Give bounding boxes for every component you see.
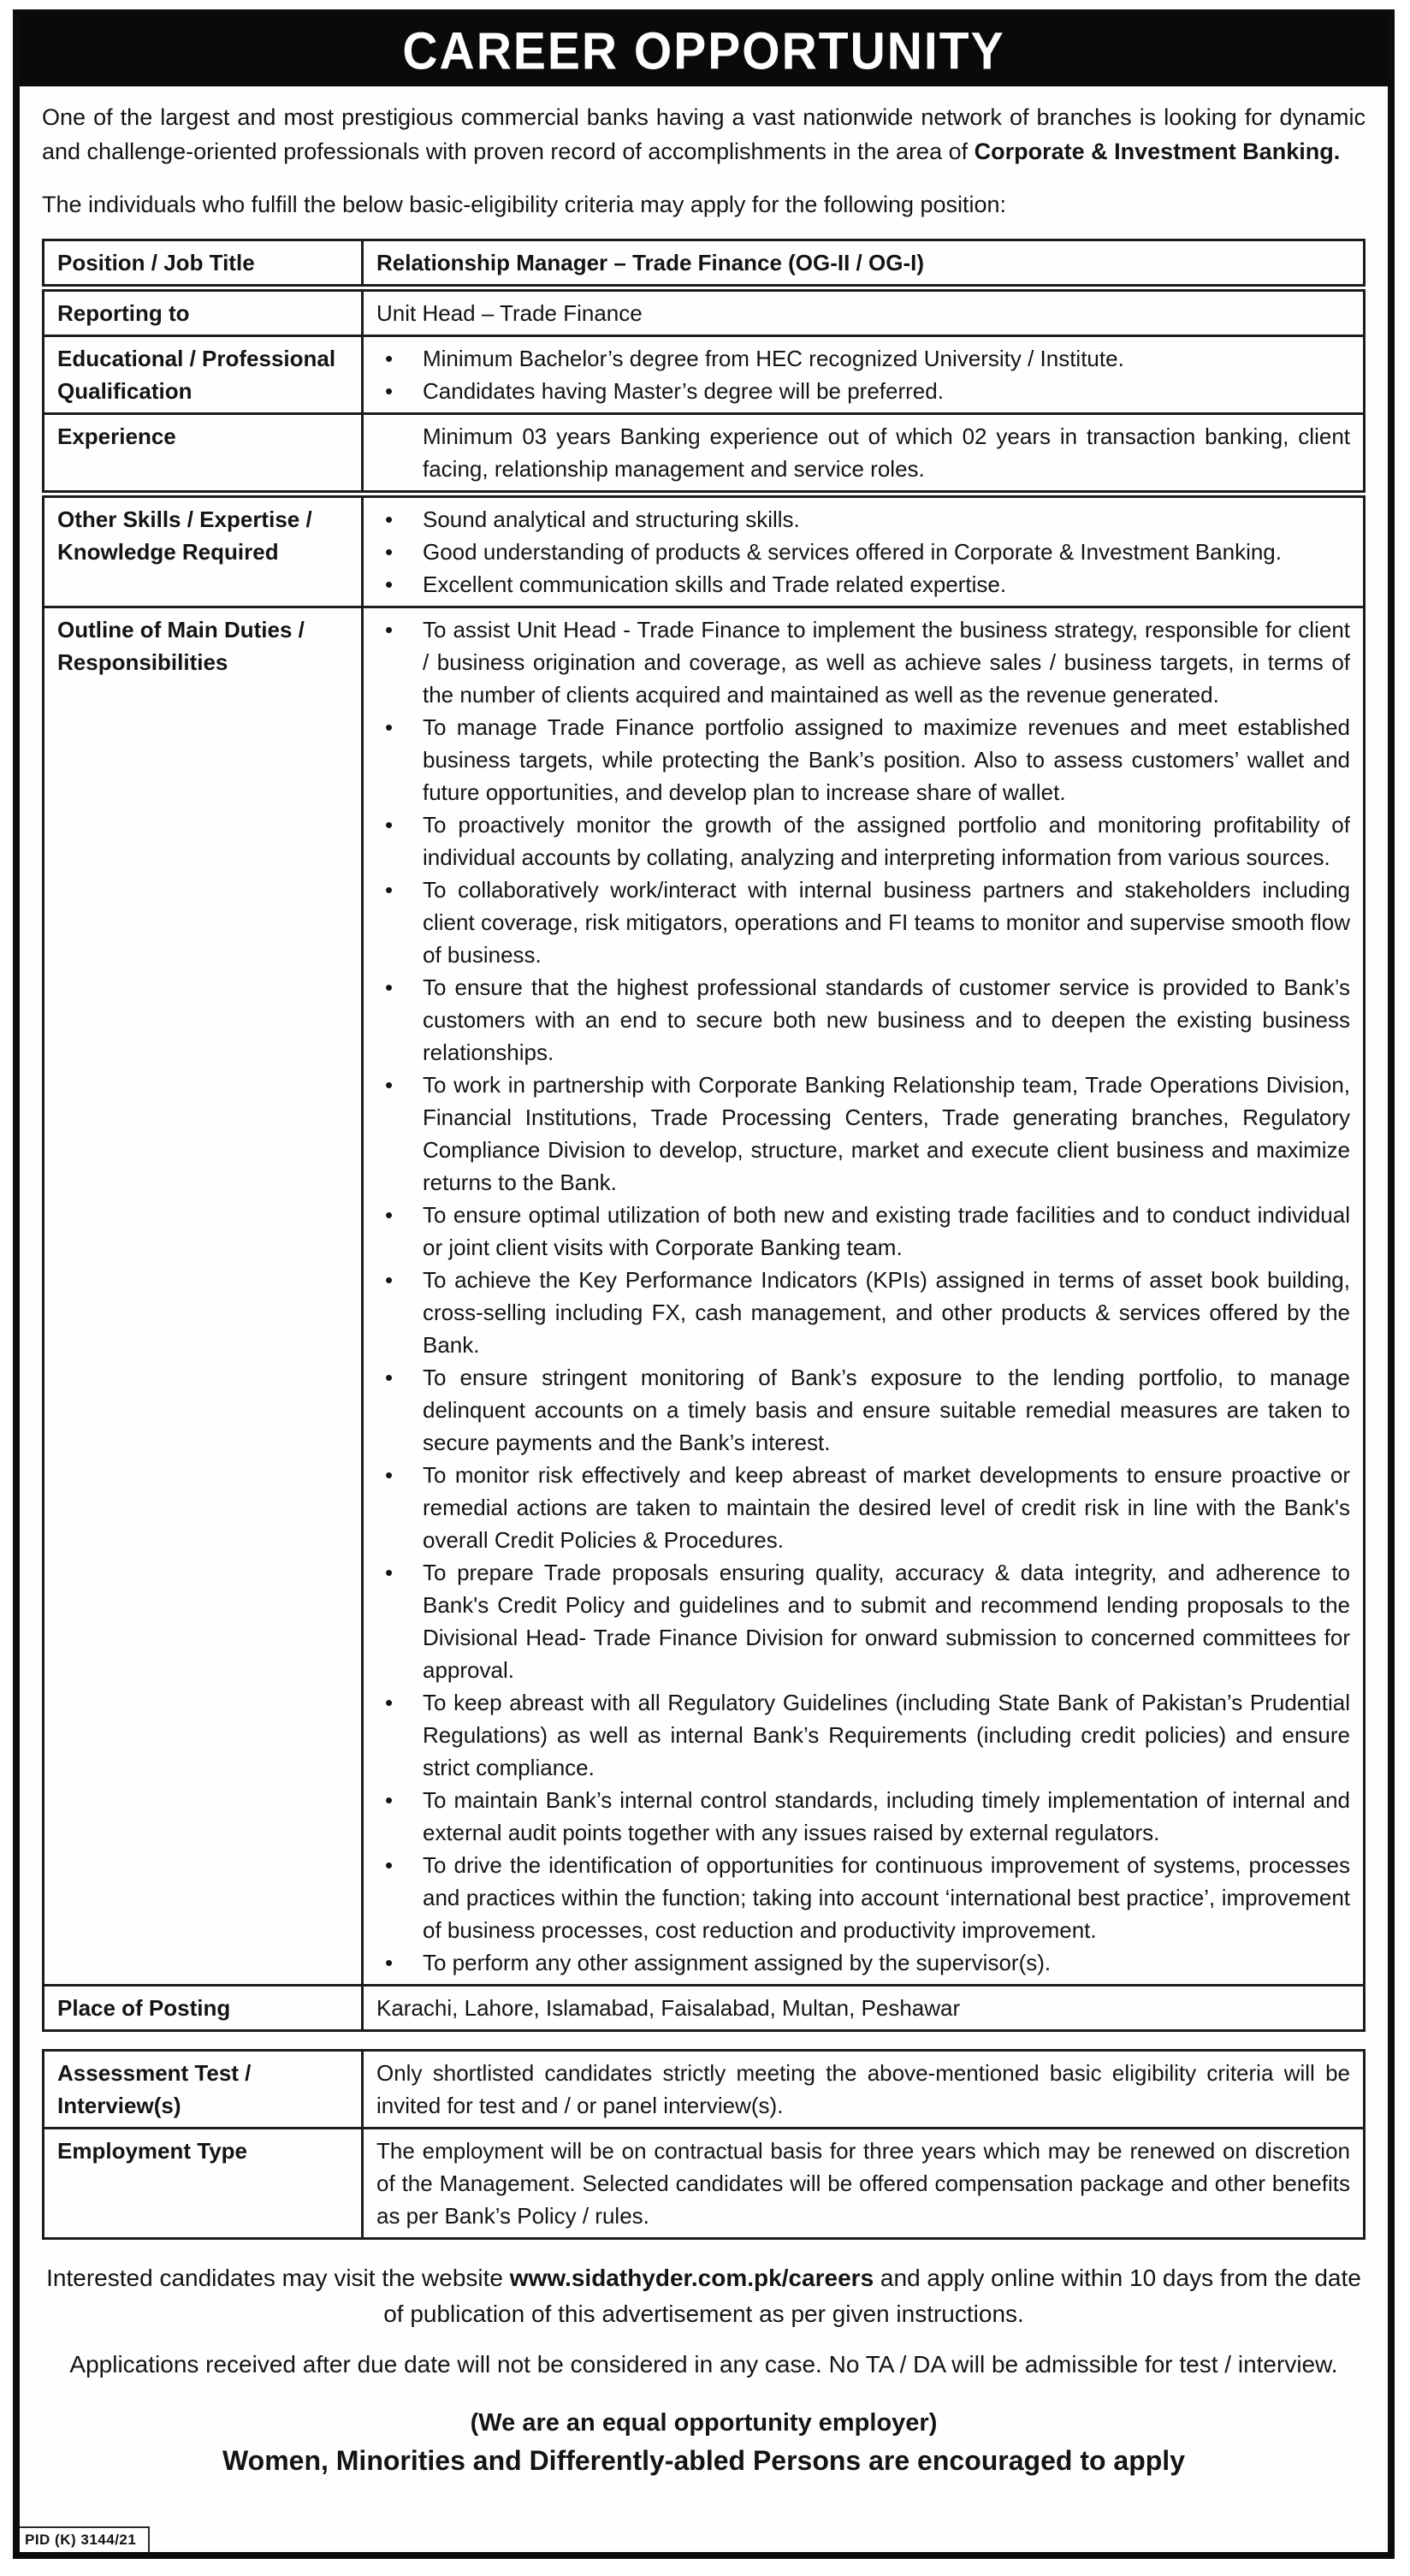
- bullet-list: [376, 503, 1350, 601]
- row-value: Relationship Manager – Trade Finance (OG-II / OG-I): [363, 240, 1365, 288]
- row-value: [363, 494, 1365, 607]
- experience-text: Minimum 03 years Banking experience out of which 02 years in transaction banking, client facing, relationship management and service roles.: [423, 423, 1350, 482]
- bullet-item: • To prepare Trade proposals ensuring quality, accuracy & data integrity, and adherence to Bank's Credit Policy and guidelines and to submit and recommend lending proposals to the Divisional Head- Trade Finance Division for onward submission to concerned committees for approval.: [376, 1556, 1350, 1686]
- row-label: Position / Job Title: [44, 240, 363, 288]
- due-date-note: Applications received after due date will not be considered in any case. No TA / DA will be admissible for test / interview.: [69, 2351, 1338, 2378]
- row-duties: [44, 607, 1365, 1986]
- row-label: Outline of Main Duties / Responsibilities: [44, 607, 363, 1986]
- apply-prefix: Interested candidates may visit the website: [46, 2265, 510, 2291]
- bullet-item: • Good understanding of products & services offered in Corporate & Investment Banking.: [376, 536, 1350, 568]
- apply-instructions: [45, 2260, 1362, 2332]
- bullet-list: [376, 342, 1350, 407]
- eligibility-intro-line: The individuals who fulfill the below basic-eligibility criteria may apply for the following position:: [42, 192, 1007, 217]
- row-label: Assessment Test / Interview(s): [44, 2051, 363, 2129]
- row-value: Unit Head – Trade Finance: [363, 288, 1365, 336]
- row-label: Reporting to: [44, 288, 363, 336]
- bullet-item: • To collaboratively work/interact with internal business partners and stakeholders including client coverage, risk mitigators, operations and FI teams to monitor and supervise smooth flow of business.: [376, 873, 1350, 971]
- encouragement-note: Women, Minorities and Differently-abled Persons are encouraged to apply: [222, 2445, 1185, 2476]
- row-label: Educational / Professional Qualification: [44, 336, 363, 414]
- bullet-item: • Minimum Bachelor’s degree from HEC recognized University / Institute.: [376, 342, 1350, 375]
- bullet-item: • To maintain Bank’s internal control standards, including timely implementation of internal and external audit points together with any issues raised by external regulators.: [376, 1784, 1350, 1849]
- row-value: [363, 2129, 1365, 2239]
- bullet-item: • To monitor risk effectively and keep abreast of market developments to ensure proactive or remedial actions are taken to maintain the desired level of credit risk in line with the Bank's overall Credit Policies & Procedures.: [376, 1459, 1350, 1556]
- equal-opportunity-note: (We are an equal opportunity employer): [470, 2409, 938, 2437]
- advert-content: [20, 100, 1388, 2479]
- eligibility-table: [42, 239, 1366, 2032]
- row-value: Karachi, Lahore, Islamabad, Faisalabad, Multan, Peshawar: [363, 1986, 1365, 2031]
- website-link: www.sidathyder.com.pk/careers: [509, 2265, 874, 2291]
- row-value: [363, 336, 1365, 414]
- row-label: Other Skills / Expertise / Knowledge Required: [44, 494, 363, 607]
- bullet-item: • Sound analytical and structuring skills.: [376, 503, 1350, 536]
- row-employment-type: [44, 2129, 1365, 2239]
- pid-number: PID (K) 3144/21: [20, 2526, 150, 2552]
- bullet-item: • To ensure that the highest professional standards of customer service is provided to Bank’s customers with an end to secure both new business and to deepen the existing business relationships.: [376, 971, 1350, 1069]
- advert-frame: [13, 9, 1395, 2559]
- bullet-item: • To perform any other assignment assigned by the supervisor(s).: [376, 1946, 1350, 1979]
- row-value: [363, 2051, 1365, 2129]
- row-assessment: [44, 2051, 1365, 2129]
- intro-bold-highlight: Corporate & Investment Banking.: [974, 139, 1341, 164]
- page-title: CAREER OPPORTUNITY: [402, 21, 1005, 81]
- bullet-item: • To assist Unit Head - Trade Finance to implement the business strategy, responsible for client / business origination and coverage, as well as achieve sales / business targets, in terms of the number of clients acquired and maintained as well as the revenue generated.: [376, 613, 1350, 711]
- title-bar: [20, 16, 1388, 86]
- bullet-item: • To ensure optimal utilization of both new and existing trade facilities and to conduct individual or joint client visits with Corporate Banking team.: [376, 1199, 1350, 1264]
- apply-suffix: and apply online within 10 days from the date of publication of this advertisement as per given instructions.: [383, 2265, 1361, 2327]
- row-reporting-to: [44, 288, 1365, 336]
- bullet-item: • To work in partnership with Corporate Banking Relationship team, Trade Operations Division, Financial Institutions, Trade Processing Centers, Trade generating branches, Regulatory Compliance Division to develop, structure, market and execute client business and maximize returns to the Bank.: [376, 1069, 1350, 1199]
- row-value: [363, 607, 1365, 1986]
- intro-paragraph: [42, 100, 1366, 169]
- bullet-item: • Candidates having Master’s degree will be preferred.: [376, 375, 1350, 407]
- row-place-of-posting: [44, 1986, 1365, 2031]
- row-value: [363, 414, 1365, 494]
- row-education: [44, 336, 1365, 414]
- bullet-item: • To drive the identification of opportunities for continuous improvement of systems, processes and practices within the function; taking into account ‘international best practice’, improvement of business processes, cost reduction and productivity improvement.: [376, 1849, 1350, 1946]
- bullet-item: • To manage Trade Finance portfolio assigned to maximize revenues and meet established business targets, while protecting the Bank’s position. Also to assess customers’ wallet and future opportunities, and develop plan to increase share of wallet.: [376, 711, 1350, 808]
- employment-text: The employment will be on contractual basis for three years which may be renewed on discretion of the Management. Selected candidates will be offered compensation package and other benefits as per Bank’s Policy / rules.: [376, 2138, 1350, 2229]
- assessment-text: Only shortlisted candidates strictly meeting the above-mentioned basic eligibility criteria will be invited for test and / or panel interview(s).: [376, 2060, 1350, 2118]
- row-label: Employment Type: [44, 2129, 363, 2239]
- bullet-item: • Excellent communication skills and Trade related expertise.: [376, 568, 1350, 601]
- row-label: Experience: [44, 414, 363, 494]
- bullet-item: • To ensure stringent monitoring of Bank’s exposure to the lending portfolio, to manage delinquent accounts on a timely basis and ensure suitable remedial measures are taken to secure payments and the Bank’s interest.: [376, 1361, 1350, 1459]
- terms-table: [42, 2049, 1366, 2240]
- bullet-item: • To keep abreast with all Regulatory Guidelines (including State Bank of Pakistan’s Prudential Regulations) as well as internal Bank’s Requirements (including credit policies) and ensure strict compliance.: [376, 1686, 1350, 1784]
- row-position: [44, 240, 1365, 288]
- bullet-list: [376, 613, 1350, 1979]
- bullet-item: • To proactively monitor the growth of the assigned portfolio and monitoring profitability of individual accounts by collating, analyzing and interpreting information from various sources.: [376, 808, 1350, 873]
- row-other-skills: [44, 494, 1365, 607]
- intro-text: One of the largest and most prestigious commercial banks having a vast nationwide network of branches is looking for dynamic and challenge-oriented professionals with proven record of accomplishments in the area of: [42, 104, 1366, 164]
- row-label: Place of Posting: [44, 1986, 363, 2031]
- row-experience: [44, 414, 1365, 494]
- bullet-item: • To achieve the Key Performance Indicators (KPIs) assigned in terms of asset book building, cross-selling including FX, cash management, and other products & services offered by the Bank.: [376, 1264, 1350, 1361]
